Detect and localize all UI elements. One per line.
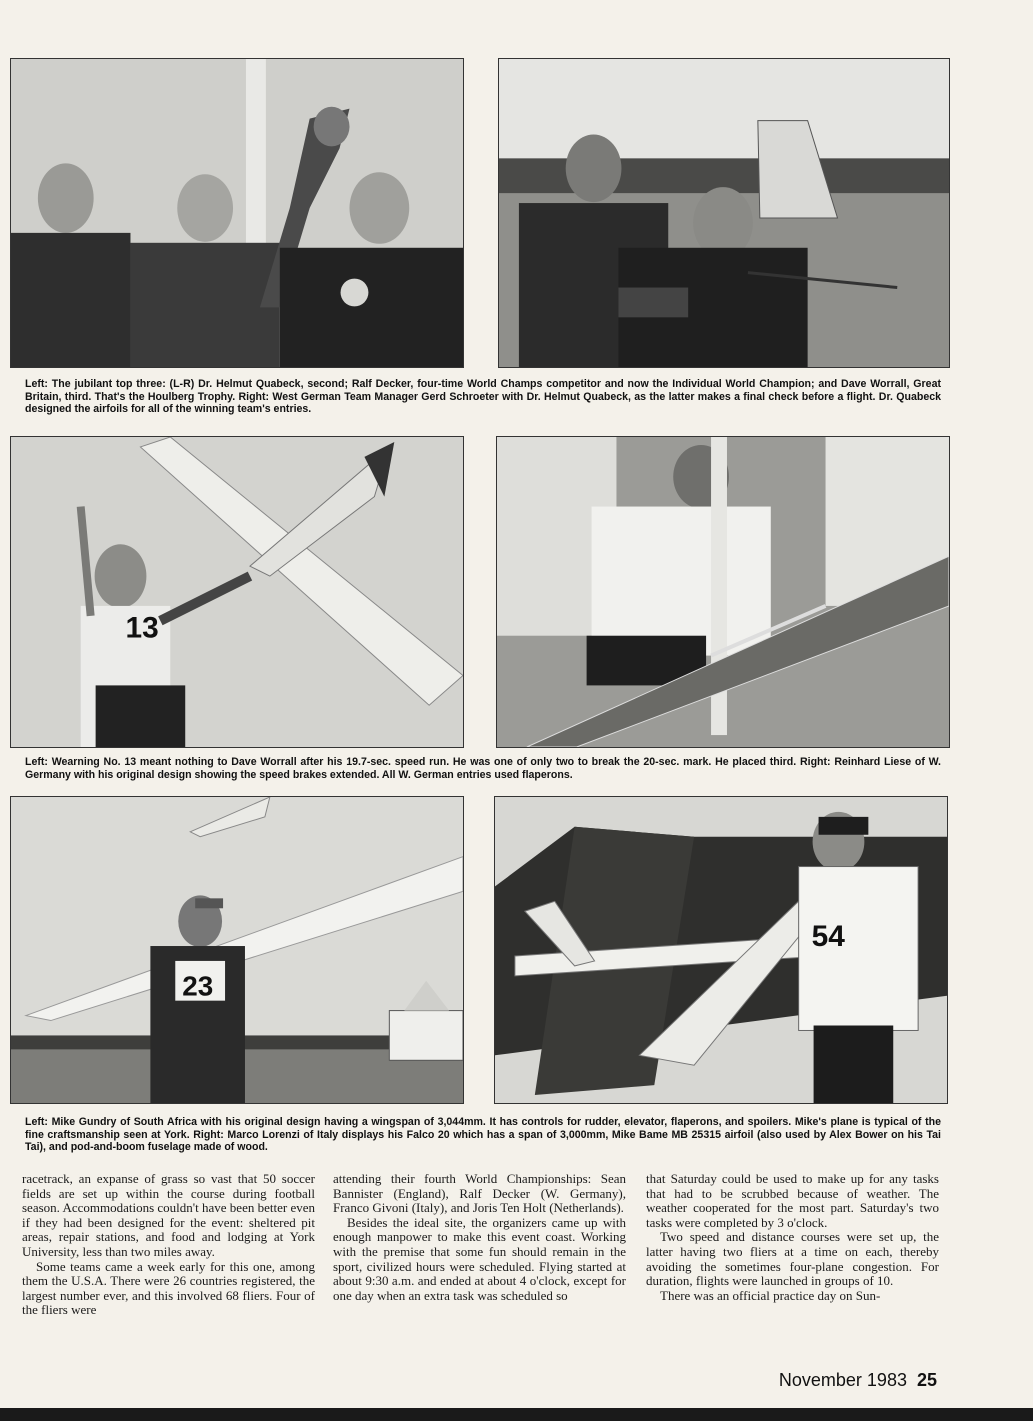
scan-bottom-edge — [0, 1408, 1033, 1421]
photo-lorenzi-falco — [494, 796, 948, 1104]
caption-row-2: Left: Wearning No. 13 meant nothing to Dave Worrall after his 19.7-sec. speed run. He was one of only two to break the 20-sec. mark. He placed third. Right: Reinhard Liese of W. Germany with his original design showing the speed brakes extended. All W. German entries used flaperons. — [25, 756, 941, 781]
bib-23-text: 23 — [182, 970, 214, 1002]
body-col3-paragraph-2: Two speed and distance courses were set up, the latter having two fliers at a time on each, thereby avoiding the sometimes four-plane congestion. For duration, flights were launched in groups of 10. — [646, 1229, 939, 1289]
body-col1-paragraph-1: racetrack, an expanse of grass so vast that 50 soccer fields are set up within the course during football season. Accommodations couldn't have been better even if they had been designed for the event: sheltered pit areas, repair stations, and food and lodging at York University, less than two miles away. — [22, 1171, 315, 1259]
body-col2-paragraph-1: attending their fourth World Championships: Sean Bannister (England), Ralf Decker (W. Germany), Franco Givoni (Italy), and Joris Ten Holt (Netherlands). — [333, 1171, 626, 1216]
body-column-3 — [646, 1172, 939, 1303]
photo-gundry-glider — [10, 796, 464, 1104]
body-column-2 — [333, 1172, 626, 1303]
body-col3-paragraph-1: that Saturday could be used to make up for any tasks that had to be scrubbed because of weather. The weather cooperated for the most part. Saturday's two tasks were completed by 3 o'clock. — [646, 1171, 939, 1230]
caption-row-1: Left: The jubilant top three: (L-R) Dr. Helmut Quabeck, second; Ralf Decker, four-time World Champs competitor and now the Individual World Champion; and Dave Worrall, Great Britain, third. That's the Houlberg Trophy. Right: West German Team Manager Gerd Schroeter with Dr. Helmut Quabeck, as the latter makes a final check before a flight. Dr. Quabeck designed the airfoils for all of the winning team's entries. — [25, 378, 941, 416]
caption-row-3: Left: Mike Gundry of South Africa with his original design having a wingspan of 3,044mm. It has controls for rudder, elevator, flaperons, and spoilers. Mike's plane is typical of the fine craftsmanship seen at York. Right: Marco Lorenzi of Italy displays his Falco 20 which has a span of 3,000mm, Mike Bame MB 25315 airfoil (also used by Alex Bower on his Tai Tai), and pod-and-boom fuselage made of wood. — [25, 1116, 941, 1154]
page-footer — [779, 1370, 937, 1391]
photo-top-three-trophy — [10, 58, 464, 368]
photo-team-manager-check — [498, 58, 950, 368]
issue-date: November 1983 — [778, 1370, 907, 1390]
body-column-1 — [22, 1172, 315, 1318]
body-col1-paragraph-2: Some teams came a week early for this one, among them the U.S.A. There were 26 countries registered, the largest number ever, and this involved 68 fliers. Four of the fliers were — [22, 1258, 315, 1318]
body-col3-paragraph-3: There was an official practice day on Sun- — [660, 1287, 881, 1303]
body-col2-paragraph-2: Besides the ideal site, the organizers came up with enough manpower to make this event coast. Working with the premise that some fun should remain in the sport, civilized hours were scheduled. Flying started at about 9:30 a.m. and ended at about 4 o'clock, except for one day when an extra task was scheduled so — [333, 1214, 626, 1303]
photo-worrall-launch — [10, 436, 464, 748]
bib-13-text: 13 — [125, 611, 159, 645]
page-number: 25 — [916, 1370, 937, 1390]
bib-54-text: 54 — [811, 920, 845, 954]
photo-liese-speed-brakes — [496, 436, 950, 748]
